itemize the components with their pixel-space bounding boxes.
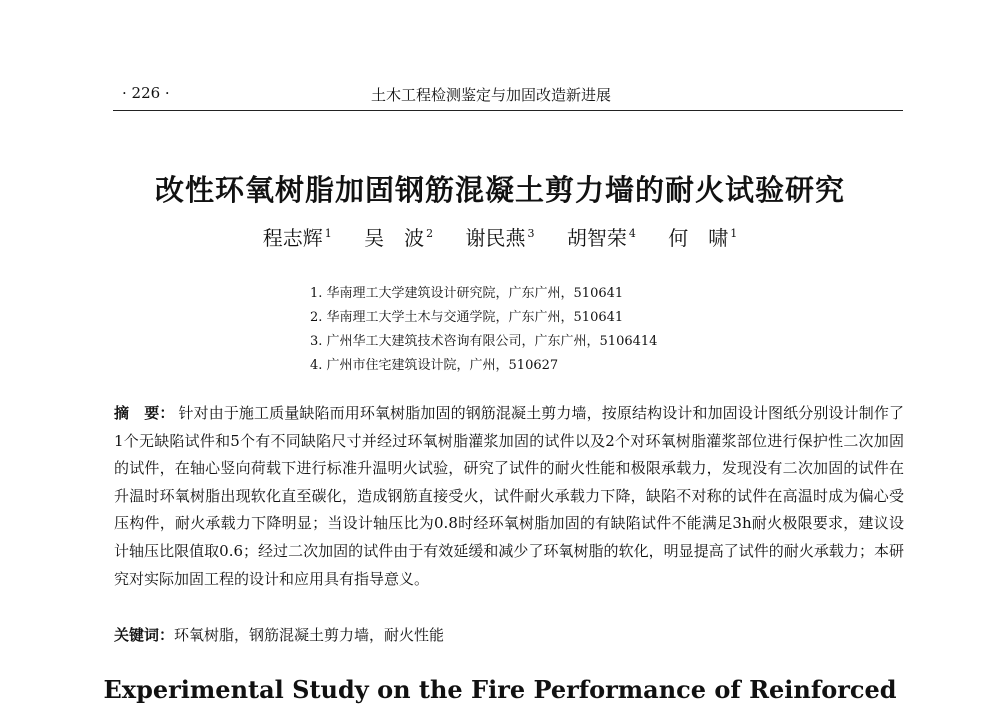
abstract-label: 摘 要： <box>114 404 175 422</box>
author <box>668 226 737 250</box>
affiliation-list <box>310 282 657 378</box>
keywords-label: 关键词： <box>114 626 175 644</box>
author-name: 程志辉 <box>262 226 323 250</box>
author-name: 谢民燕 <box>465 226 526 250</box>
paper-title-en: Experimental Study on the Fire Performance of Reinforced <box>103 675 897 704</box>
author-list <box>0 222 1000 251</box>
author <box>263 226 332 250</box>
author-affiliation-mark: 1 <box>324 227 332 241</box>
affiliation-item: 2. 华南理工大学土木与交通学院，广东广州，510641 <box>310 310 624 325</box>
author <box>364 226 433 250</box>
affiliation-item: 4. 广州市住宅建筑设计院，广州，510627 <box>310 358 559 373</box>
author-affiliation-mark: 3 <box>527 227 535 241</box>
abstract-text: 针对由于施工质量缺陷而用环氧树脂加固的钢筋混凝土剪力墙，按原结构设计和加固设计图纸分别设计制作了1个无缺陷试件和5个有不同缺陷尺寸并经过环氧树脂灌浆加固的试件以及2个对环氧树脂灌浆部位进行保护性二次加固的试件，在轴心竖向荷载下进行标准升温明火试验，研究了试件的耐火性能和极限承载力，发现没有二次加固的试件在升温时环氧树脂出现软化直至碳化，造成钢筋直接受火，试件耐火承载力下降，缺陷不对称的试件在高温时成为偏心受压构件，耐火承载力下降明显；当设计轴压比为0.8时经环氧树脂加固的有缺陷试件不能满足3h耐火极限要求，建议设计轴压比限值取0.6；经过二次加固的试件由于有效延缓和减少了环氧树脂的软化，明显提高了试件的耐火承载力；本研究对实际加固工程的设计和应用具有指导意义。 <box>114 404 904 588</box>
header-divider <box>113 110 903 111</box>
author-name: 何 啸 <box>668 226 729 250</box>
page-number: · 226 · <box>122 84 170 102</box>
author <box>567 226 636 250</box>
author-affiliation-mark: 1 <box>730 227 738 241</box>
affiliation-item: 3. 广州华工大建筑技术咨询有限公司，广东广州，5106414 <box>310 334 658 349</box>
keywords-text: 环氧树脂，钢筋混凝土剪力墙，耐火性能 <box>174 626 445 644</box>
author <box>466 226 535 250</box>
affiliation-item: 1. 华南理工大学建筑设计研究院，广东广州，510641 <box>310 286 624 301</box>
paper-title-cn: 改性环氧树脂加固钢筋混凝土剪力墙的耐火试验研究 <box>154 173 845 207</box>
author-affiliation-mark: 4 <box>628 227 636 241</box>
keywords <box>114 622 904 649</box>
abstract <box>114 400 904 593</box>
author-name: 吴 波 <box>364 226 425 250</box>
author-name: 胡智荣 <box>566 226 627 250</box>
journal-title: 土木工程检测鉴定与加固改造新进展 <box>371 86 612 104</box>
author-affiliation-mark: 2 <box>426 227 434 241</box>
